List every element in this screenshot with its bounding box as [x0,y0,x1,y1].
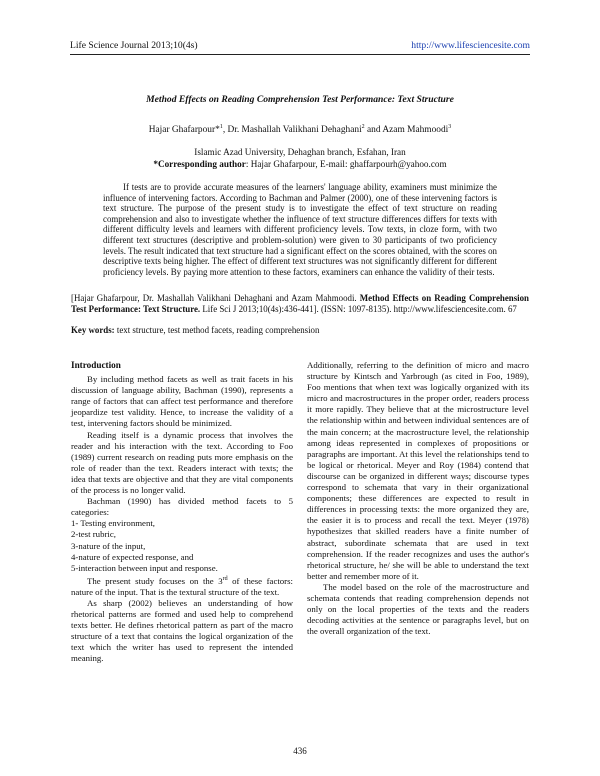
corresponding-label: *Corresponding author [153,159,246,169]
list-item: 2-test rubric, [71,529,116,540]
affiliation: Islamic Azad University, Dehaghan branch, Esfahan, Iran [194,147,406,157]
paragraph-text: The present study focuses on the 3 [87,575,223,586]
citation-details: Life Sci J 2013;10(4s):436-441]. (ISSN: 1097-8135). http://www.lifesciencesite.com. 67 [202,303,517,314]
paragraph-text: of these factors: nature of the input. That is the textural structure of the text. [71,575,293,597]
paragraph: Additionally, referring to the definition of micro and macro structure by Kintsch and Yarbrough (as cited in Foo, 1989), Foo mentions that when text was logically organized with its micro and macrostructures in the proper order, readers process it more rapidly. They believe that at the microstructure level the relationship within and between individual sentences are of the main concern; at the macrostructure level, the relationship among ideas represented in complexes of propositions or paragraphs are important. At this level the relationships tend to be logical or rhetorical. Meyer and Roy (1984) contend that discourse can be organized in different ways; discourse types correspond to schemata that vary in their organizational components; these differences are expected to result in differences in processing texts: the more organized they are, the easier it is to process and recall the text. Meyer (1978) hypothesizes that skilled readers have a finite number of abstract, subordinate schemata that are used in text comprehension. If the reader recognizes and uses the author's rhetorical structure, he/ she will be able to understand the text better and remember more of it. [307,360,529,581]
citation [71,293,529,314]
abstract: If tests are to provide accurate measures of the learners' language ability, examiners must minimize the influence of intervening factors. According to Bachman and Palmer (2000), one of these intervening factors is text structure. The purpose of the present study is to investigate the effect of text structure on reading comprehension and also to investigate whether the influence of text structure differences differs for texts with different difficulty levels and learners with different proficiency levels. Tow texts, in cloze form, with two different text structures (descriptive and problem-solution) were given to 30 participants of two proficiency levels. The result indicated that text structure had a significant effect on the scores obtained, with the scores on descriptive texts being higher. The effect of different text structures was not significantly different for different proficiency levels. By paying more attention to these factors, examiners can enhance the validity of their tests. [103,182,497,277]
keywords [71,325,529,336]
page-number: 436 [293,746,307,756]
paper-title: Method Effects on Reading Comprehension Test Performance: Text Structure [146,94,454,105]
keywords-text: text structure, test method facets, reading comprehension [114,325,320,335]
corresponding-author [70,158,530,170]
list-item: 5-interaction between input and response. [71,562,218,573]
paragraph: The model based on the role of the macrostructure and schemata contends that reading comprehension depends not only on the local properties of the texts and the readers decoding activities at the sentence or paragraphs level, but on the overall organization of the text. [307,581,529,637]
author-1: Hajar Ghafarpour* [148,125,220,135]
list-item: 4-nature of expected response, and [71,551,194,562]
citation-title: Method Effects on Reading Comprehension Test Performance: Text Structure. [71,293,529,314]
left-column [71,360,293,665]
author-3: and Azam Mahmoodi [364,125,449,135]
corresponding-contact: : Hajar Ghafarpour, E-mail: ghaffarpourh@yahoo.com [245,159,447,169]
list-item: 3-nature of the input, [71,540,146,551]
author-1-affil-mark: 1 [219,124,223,130]
paragraph: Bachman (1990) has divided method facets to 5 categories: [71,496,293,518]
author-2: , Dr. Mashallah Valikhani Dehaghani [222,125,362,135]
citation-authors: [Hajar Ghafarpour, Dr. Mashallah Valikhani Dehaghani and Azam Mahmoodi. [71,293,357,303]
paragraph: As sharp (2002) believes an understanding of how rhetorical patterns are formed and used help to comprehend texts better. He defines rhetorical pattern as part of the macro structure of a text that contains the logical organization of the text which the writer has used to represent the intended meaning. [71,597,293,664]
paragraph: By including method facets as well as trait facets in his discussion of language ability, Bachman (1990), represents a range of factors that can affect test performance and therefore jeopardize test validity. Hence, to increase the validity of a test, intervening factors should be minimized. [71,374,293,429]
running-header [70,40,530,55]
section-heading: Introduction [71,360,121,370]
paragraph: Reading itself is a dynamic process that involves the reader and his interaction with the text. According to Foo (1989) current research on reading puts more emphasis on the role of reader than the text. Readers interact with texts; the idea that texts are objective and that they are vital components of the process is no longer valid. [71,429,293,496]
journal-name: Life Science Journal 2013;10(4s) [70,40,198,51]
author-line [70,121,530,136]
ordinal-suffix: rd [222,575,228,582]
keywords-label: Key words: [71,325,115,335]
right-column [307,360,529,637]
list-item: 1- Testing environment, [71,518,155,529]
paragraph [71,574,293,598]
author-3-affil-mark: 3 [448,124,452,130]
affiliation-block [70,146,530,170]
journal-url-link[interactable]: http://www.lifesciencesite.com [411,40,530,51]
author-2-affil-mark: 2 [361,124,365,130]
